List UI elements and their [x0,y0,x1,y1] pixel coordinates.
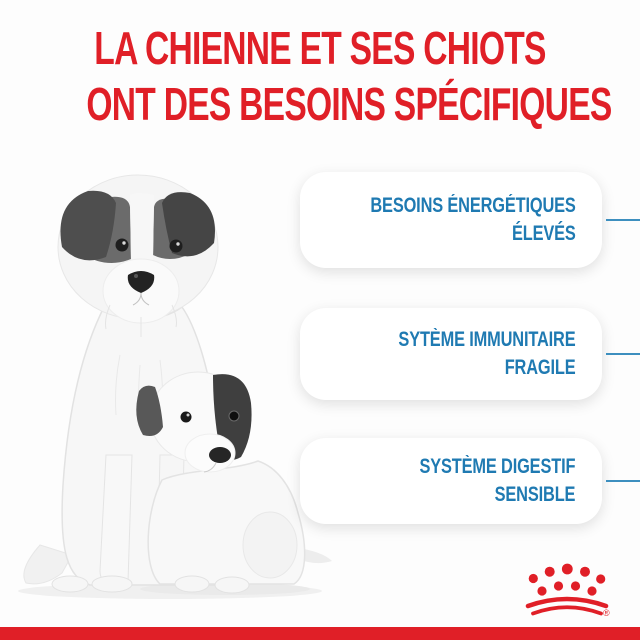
headline-line-2: ONT DES BESOINS SPÉCIFIQUES [86,78,612,130]
callout-text [370,192,602,248]
headline [0,20,640,132]
callout-card-digestive-system [300,438,602,524]
callout-card-energy-needs [300,172,602,268]
mother-dog-and-puppy-photo [10,155,335,600]
callout-text [398,326,602,382]
callout-line-1: SYSTÈME DIGESTIF [419,455,576,478]
callout-text [420,453,602,509]
bottom-red-bar [0,627,640,640]
headline-line-1: LA CHIENNE ET SES CHIOTS [94,22,546,74]
callout-line-2: FRAGILE [504,356,576,379]
callout-line-1: BESOINS ÉNERGÉTIQUES [370,194,576,217]
callout-connector-line [606,219,640,221]
registered-trademark-symbol: ® [603,608,610,618]
callout-connector-line [606,480,640,482]
royal-canin-crown-icon [524,560,612,618]
callout-line-2: SENSIBLE [494,483,576,506]
callout-card-immune-system [300,308,602,400]
callout-connector-line [606,353,640,355]
callout-line-1: SYTÈME IMMUNITAIRE [398,328,576,351]
callout-line-2: ÉLEVÉS [511,222,576,245]
